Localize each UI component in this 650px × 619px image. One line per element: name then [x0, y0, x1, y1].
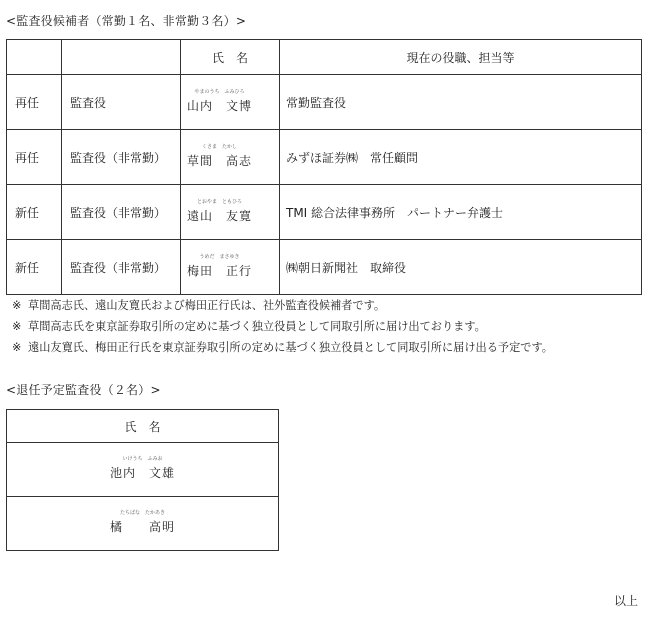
role-cell: 監査役（非常勤） — [62, 185, 181, 240]
note-text: 遠山友寛氏、梅田正行氏を東京証券取引所の定めに基づく独立役員として同取引所に届け出る予定です。 — [28, 341, 553, 354]
candidate-name: 山内 文博 — [187, 98, 253, 113]
note-text: 草間高志氏を東京証券取引所の定めに基づく独立役員として同取引所に届け出ております。 — [28, 320, 486, 333]
table-header-row — [7, 40, 642, 75]
status-cell: 再任 — [7, 75, 62, 130]
table-row — [7, 240, 642, 295]
name-header: 氏 名 — [7, 410, 279, 443]
table-header-row — [7, 410, 279, 443]
name-cell — [181, 130, 280, 185]
candidates-table — [6, 39, 642, 295]
retiring-heading: <退任予定監査役（２名）> — [6, 383, 161, 397]
table-row — [7, 130, 642, 185]
name-header: 氏 名 — [181, 40, 280, 75]
role-cell: 監査役 — [62, 75, 181, 130]
table-row — [7, 185, 642, 240]
note-item — [12, 295, 648, 316]
name-reading: くさま たかし — [202, 143, 238, 150]
note-item — [12, 337, 648, 358]
retiring-name: 橘 高明 — [109, 520, 175, 534]
name-cell — [7, 443, 279, 497]
name-reading: うめだ まさゆき — [199, 253, 240, 260]
status-header — [7, 40, 62, 75]
retiring-table — [6, 409, 279, 551]
candidate-name: 草間 高志 — [187, 153, 253, 168]
closing-text: 以上 — [613, 594, 638, 608]
role-header — [62, 40, 181, 75]
position-cell: TMI 総合法律事務所 パートナー弁護士 — [280, 185, 642, 240]
table-row — [7, 443, 279, 497]
note-text: 草間高志氏、遠山友寛氏および梅田正行氏は、社外監査役候補者です。 — [28, 299, 386, 312]
table-row — [7, 497, 279, 551]
note-mark: ※ — [12, 341, 22, 354]
candidate-name: 遠山 友寛 — [187, 208, 253, 223]
status-cell: 再任 — [7, 130, 62, 185]
role-cell: 監査役（非常勤） — [62, 130, 181, 185]
name-cell — [181, 185, 280, 240]
note-mark: ※ — [12, 299, 22, 312]
role-cell: 監査役（非常勤） — [62, 240, 181, 295]
status-cell: 新任 — [7, 240, 62, 295]
status-cell: 新任 — [7, 185, 62, 240]
position-header: 現在の役職、担当等 — [280, 40, 642, 75]
note-mark: ※ — [12, 320, 22, 333]
name-reading: とおやま ともひろ — [197, 198, 243, 205]
position-cell: ㈱朝日新聞社 取締役 — [280, 240, 642, 295]
retiring-name: 池内 文雄 — [109, 466, 175, 480]
position-cell: 常勤監査役 — [280, 75, 642, 130]
candidate-name: 梅田 正行 — [187, 263, 253, 278]
name-reading: いけうち ふみお — [122, 456, 163, 462]
name-cell — [181, 75, 280, 130]
name-reading: やまのうち ふみひろ — [194, 88, 245, 95]
name-cell — [7, 497, 279, 551]
position-cell: みずほ証券㈱ 常任顧問 — [280, 130, 642, 185]
name-reading: たちばな たかあき — [119, 510, 165, 516]
table-row — [7, 75, 642, 130]
note-item — [12, 316, 648, 337]
candidates-heading: <監査役候補者（常勤１名、非常勤３名）> — [6, 14, 247, 28]
name-cell — [181, 240, 280, 295]
notes-list — [12, 295, 648, 358]
